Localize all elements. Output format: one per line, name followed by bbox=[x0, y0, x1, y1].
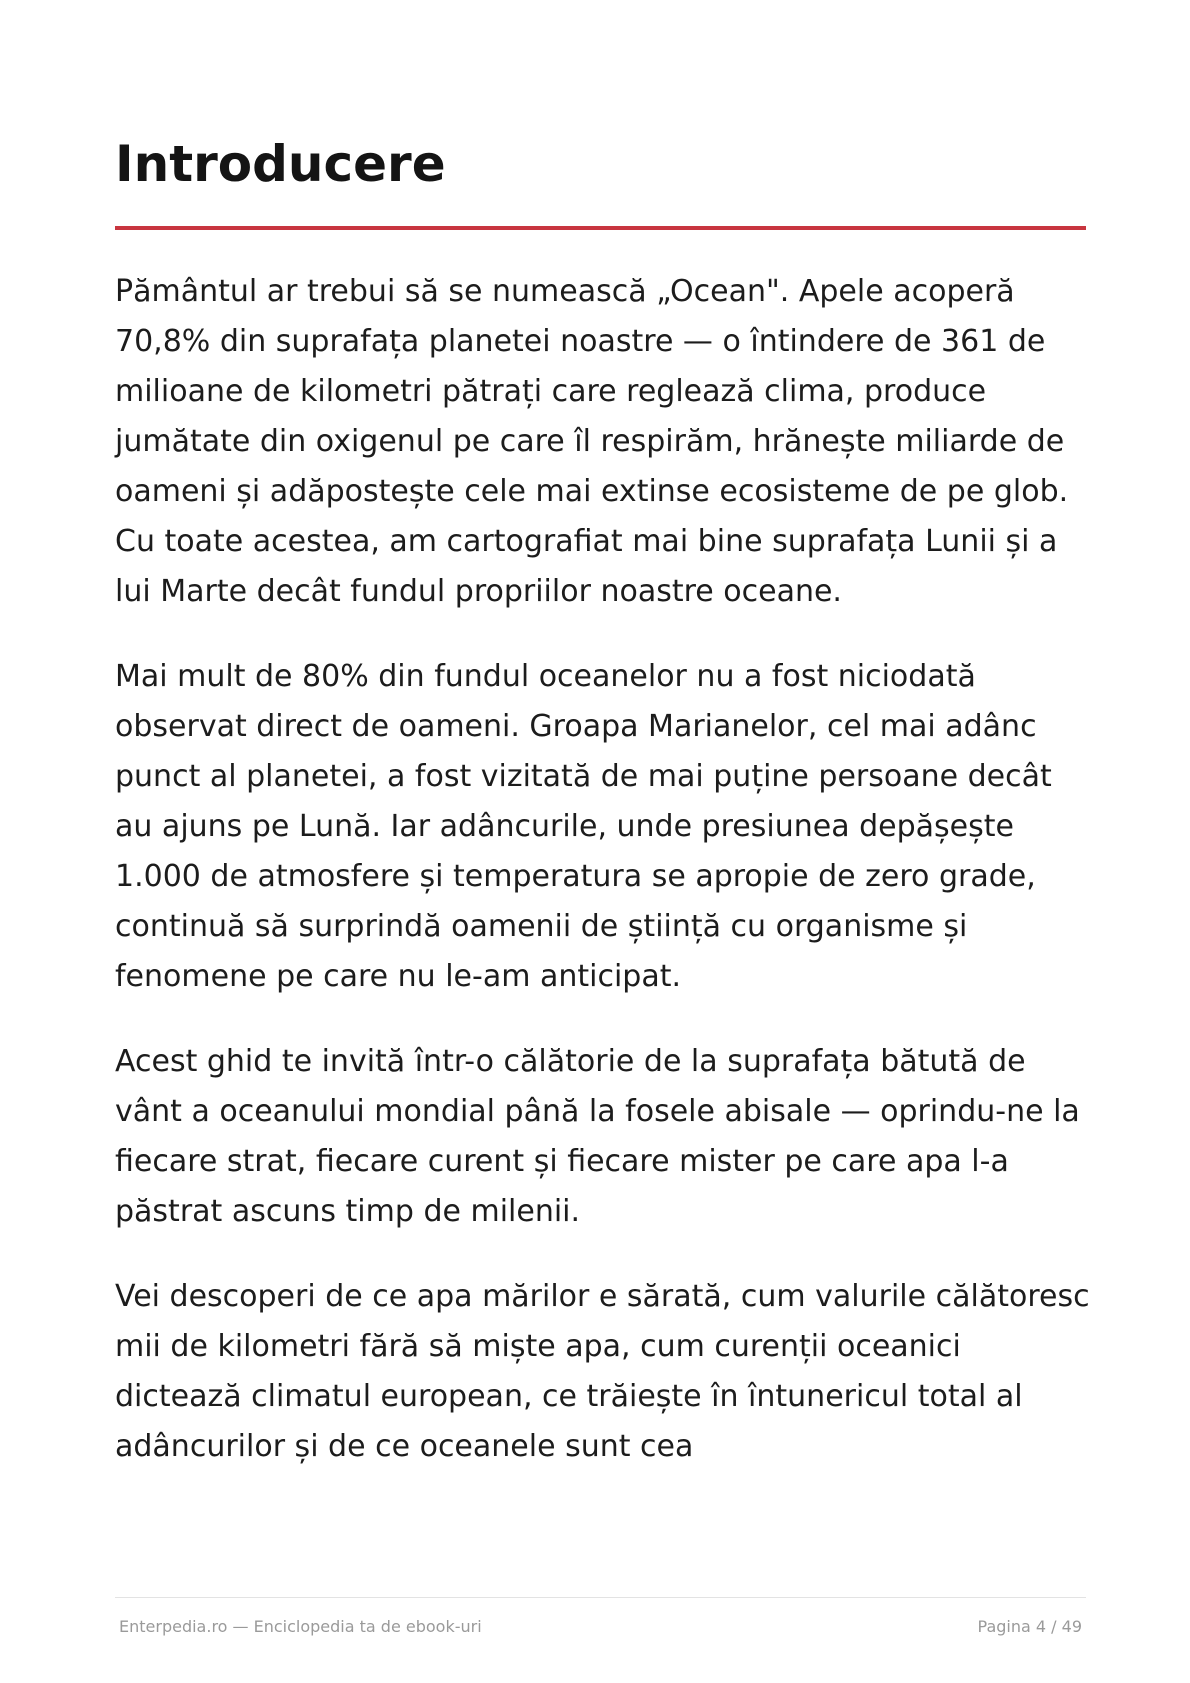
page-number: Pagina 4 / 49 bbox=[977, 1617, 1082, 1636]
footer-divider bbox=[115, 1597, 1086, 1598]
paragraph-4: Vei descoperi de ce apa mărilor e sărată, cum valurile călătoresc mii de kilometri fără să miște apa, cum curenții oceanici dictează climatul european, ce trăiește în întunericul total al adâncurilor și de ce oceanele sunt cea bbox=[115, 1279, 1090, 1464]
title-divider bbox=[115, 226, 1086, 230]
paragraph-3: Acest ghid te invită într-o călătorie de la suprafața bătută de vânt a oceanului mondial până la fosele abisale — oprindu-ne la fiecare strat, fiecare curent și fiecare mister pe care apa l-a păstrat ascuns timp de milenii. bbox=[115, 1044, 1080, 1229]
footer-source: Enterpedia.ro — Enciclopedia ta de ebook-uri bbox=[119, 1617, 482, 1636]
paragraph-2: Mai mult de 80% din fundul oceanelor nu a fost niciodată observat direct de oameni. Groapa Marianelor, cel mai adânc punct al planetei, a fost vizitată de mai puține persoane decât au ajuns pe Lună. Iar adâncurile, unde presiunea depășește 1.000 de atmosfere și temperatura se apropie de zero grade, continuă să surprindă oamenii de știință cu organisme și fenomene pe care nu le-am anticipat. bbox=[115, 659, 1052, 994]
page-title: Introducere bbox=[115, 135, 446, 193]
body-text bbox=[115, 267, 1090, 1507]
paragraph-1: Pământul ar trebui să se numească „Ocean". Apele acoperă 70,8% din suprafața planetei noastre — o întindere de 361 de milioane de kilometri pătrați care reglează clima, produce jumătate din oxigenul pe care îl respirăm, hrănește miliarde de oameni și adăpostește cele mai extinse ecosisteme de pe glob. Cu toate acestea, am cartografiat mai bine suprafața Lunii și a lui Marte decât fundul propriilor noastre oceane. bbox=[115, 274, 1069, 609]
